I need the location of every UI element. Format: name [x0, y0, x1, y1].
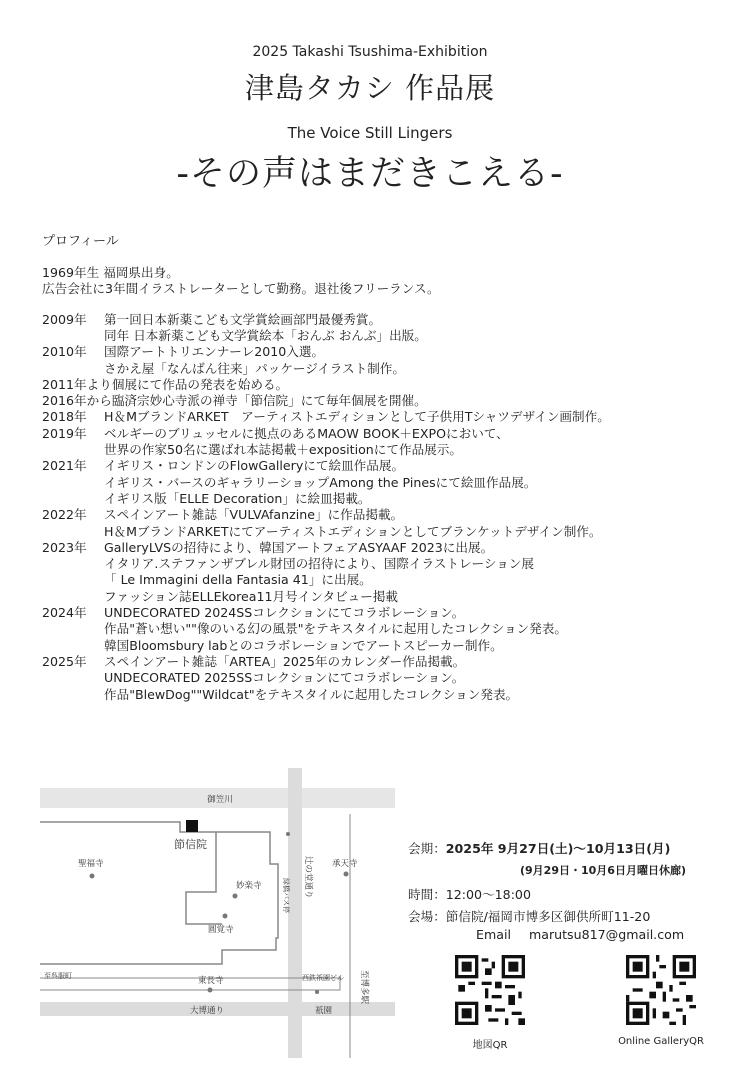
profile-entry-line: 作品"BlewDog""Wildcat"をテキスタイルに起用したコレクション発表。	[104, 686, 519, 702]
profile-entry-line: UNDECORATED 2024SSコレクションにてコラボレーション。	[104, 605, 465, 620]
profile-entry-line: 第一回日本新薬こども文学賞絵画部門最優秀賞。	[104, 311, 382, 327]
profile-year: 2024年	[42, 605, 87, 620]
profile-entry-line: 世界の作家50名に選ばれ本誌掲載＋expositionにて作品展示。	[104, 442, 462, 457]
profile-year: 2021年	[42, 458, 87, 474]
map-qr-caption: 地図QR	[472, 1040, 508, 1051]
profile-year: 2025年	[42, 653, 87, 669]
profile-entry-line: 同年 日本新薬こども文学賞絵本「おんぶ おんぶ」出版。	[104, 327, 427, 343]
profile-intro-line: 1969年生 福岡県出身。	[42, 265, 179, 280]
map-label-to-mizuho: 至呉服町	[44, 972, 72, 980]
profile-entry-line: 作品"蒼い想い""像のいる幻の風景"をテキスタイルに起用したコレクション発表。	[104, 621, 567, 637]
profile-heading: プロフィール	[42, 234, 119, 249]
profile-entry-line: 2016年から臨済宗妙心寺派の禅寺「節信院」にて毎年個展を開催。	[42, 393, 427, 409]
exhibition-subtitle-en: 2025 Takashi Tsushima-Exhibition	[252, 44, 488, 60]
time-label: 時間：	[408, 887, 446, 902]
profile-entry-line: 2011年より個展にて作品の発表を始める。	[42, 376, 289, 392]
period-label: 会期：	[408, 841, 446, 856]
map-label-shoten: 承天寺	[332, 859, 358, 869]
gallery-qr-caption: Online GalleryQR	[618, 1036, 704, 1047]
map-label-bus-stop: 緑橋バス停	[282, 878, 290, 913]
profile-entry-line: イギリス・ロンドンのFlowGalleryにて絵皿作品展。	[104, 458, 405, 474]
profile-year: 2019年	[42, 425, 87, 441]
building-dot	[315, 990, 319, 994]
profile-year: 2018年	[42, 409, 87, 425]
profile-year: 2010年	[42, 344, 87, 360]
email-value[interactable]: marutsu817@gmail.com	[528, 927, 685, 942]
temple-dot	[90, 874, 95, 879]
location-map	[40, 768, 395, 1058]
profile-entry-line: スペインアート雑誌「VULVAfanzine」に作品掲載。	[104, 507, 404, 523]
profile-entry-line: GalleryLVSの招待により、韓国アートフェアASYAAF 2023に出展。	[104, 539, 494, 555]
profile-intro-line: 広告会社に3年間イラストレーターとして勤務。退社後フリーランス。	[42, 281, 440, 297]
bus-stop-dot	[286, 832, 290, 836]
profile-entry-line: スペインアート雑誌「ARTEA」2025年のカレンダー作品掲載。	[104, 653, 466, 669]
profile-entry-line: ベルギーのブリュッセルに拠点のあるMAOW BOOK＋EXPOにおいて、	[104, 425, 509, 441]
closed-days: (9月29日・10月6日月曜日休廊)	[520, 864, 686, 877]
map-label-venue: 節信院	[174, 838, 207, 851]
venue-marker	[186, 820, 198, 832]
venue-row	[408, 906, 650, 925]
period-value: 2025年 9月27日(土)〜10月13日(月)	[445, 841, 671, 856]
map-label-tochoji: 東長寺	[198, 976, 224, 986]
temple-dot	[208, 988, 213, 993]
exhibition-theme-en: The Voice Still Lingers	[287, 124, 453, 142]
profile-year: 2023年	[42, 539, 87, 555]
map-label-shofuku: 聖福寺	[78, 859, 104, 869]
map-label-gion: 祇園	[315, 1006, 333, 1016]
map-label-tsuji: 辻の堂通り	[303, 856, 313, 899]
email-row	[476, 927, 684, 942]
time-value: 12:00〜18:00	[445, 887, 531, 902]
map-label-ennichi: 圓覚寺	[208, 925, 234, 935]
map-label-river: 御笠川	[207, 795, 233, 805]
profile-entry-line: イタリア.ステファンザブレル財団の招待により、国際イラストレーション展	[104, 556, 534, 572]
gallery-qr-code[interactable]	[626, 955, 696, 1025]
profile-entry-line: H＆MブランドARKET アーティストエディションとして子供用Tシャツデザイン画制作。	[104, 409, 610, 425]
temple-dot	[233, 894, 238, 899]
venue-value: 節信院/福岡市博多区御供所町11-20	[445, 909, 651, 924]
profile-entry-line: UNDECORATED 2025SSコレクションにてコラボレーション。	[104, 670, 465, 686]
time-row	[408, 884, 531, 903]
profile-entry-line: 国際アートトリエンナーレ2010入選。	[104, 344, 325, 360]
period-row	[408, 838, 670, 857]
temple-dot	[223, 914, 228, 919]
profile-entry-line: 「 Le Immagini della Fantasia 41」に出展。	[104, 572, 372, 588]
profile-entry-line: H＆MブランドARKETにてアーティストエディションとしてブランケットデザイン制作。	[104, 523, 602, 539]
email-label: Email	[476, 927, 511, 942]
exhibition-title-jp: 津島タカシ 作品展	[244, 71, 496, 105]
block-outline	[40, 822, 278, 964]
exhibition-theme-jp: -その声はまだきこえる-	[176, 154, 564, 194]
map-qr-code[interactable]	[455, 955, 525, 1025]
map-label-road: 大博通り	[190, 1006, 225, 1016]
profile-entry-line: ファッション誌ELLEkorea11月号インタビュー掲載	[104, 588, 398, 604]
profile-year: 2022年	[42, 507, 87, 523]
map-label-nishitetsu: 西鉄祇園ビル	[302, 974, 344, 982]
map-label-myoraku: 妙楽寺	[236, 881, 262, 891]
profile-year: 2009年	[42, 311, 87, 327]
profile-entry-line: イギリス・バースのギャラリーショップAmong the Pinesにて絵皿作品展。	[104, 474, 537, 490]
profile-entry-line: イギリス版「ELLE Decoration」に絵皿掲載。	[104, 490, 371, 506]
profile-entry-line: さかえ屋「なんばん往来」パッケージイラスト制作。	[104, 360, 405, 376]
venue-label: 会場：	[408, 909, 446, 924]
map-label-to-hakata: 至博多駅	[359, 970, 369, 1005]
profile-entry-line: 韓国Bloomsbury labとのコラボレーションでアートスピーカー制作。	[104, 637, 503, 653]
temple-dot	[344, 872, 349, 877]
